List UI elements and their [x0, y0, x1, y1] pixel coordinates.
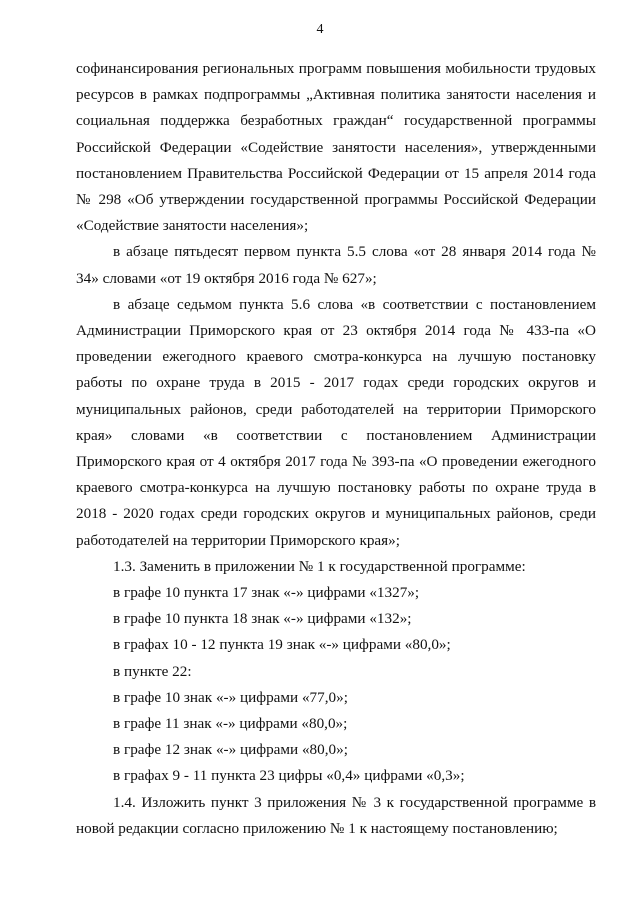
- paragraph-cofinancing: софинансирования региональных программ повышения мобильности трудовых ресурсов в рамках подпрограммы „Активная политика занятости населения и социальная поддержка безработных граждан“ государственной программы Российской Федерации «Содействие занятости населения», утвержденными постановлением Правительства Российской Федерации от 15 апреля 2014 года № 298 «Об утверждении государственной программы Российской Федерации «Содействие занятости населения»;: [76, 60, 596, 235]
- list-item-17: в графе 10 пункта 17 знак «-» цифрами «1327»;: [113, 584, 420, 602]
- list-item-18: в графе 10 пункта 18 знак «-» цифрами «132»;: [113, 610, 412, 628]
- paragraph-1-3-heading: 1.3. Заменить в приложении № 1 к государственной программе:: [113, 557, 526, 575]
- list-item-23: в графах 9 - 11 пункта 23 цифры «0,4» цифрами «0,3»;: [113, 767, 465, 785]
- list-item-22-col12: в графе 12 знак «-» цифрами «80,0»;: [113, 741, 348, 759]
- paragraph-item-5-6: в абзаце седьмом пункта 5.6 слова «в соответствии с постановлением Администрации Приморского края от 23 октября 2014 года № 433-па «О проведении ежегодного краевого смотра-конкурса на лучшую постановку работы по охране труда в 2015 - 2017 годах среди городских округов и муниципальных районов, среди работодателей на территории Приморского края» словами «в соответствии с постановлением Администрации Приморского края от 4 октября 2017 года № 393-па «О проведении ежегодного краевого смотра-конкурса на лучшую постановку работы по охране труда в 2018 - 2020 годах среди городских округов и муниципальных районов, среди работодателей на территории Приморского края»;: [76, 295, 596, 549]
- list-item-22-col10: в графе 10 знак «-» цифрами «77,0»;: [113, 688, 348, 706]
- list-item-22: в пункте 22:: [113, 662, 192, 680]
- document-body: [76, 56, 596, 842]
- list-item-22-col11: в графе 11 знак «-» цифрами «80,0»;: [113, 715, 348, 733]
- paragraph-1-4: 1.4. Изложить пункт 3 приложения № 3 к государственной программе в новой редакции согласно приложению № 1 к настоящему постановлению;: [76, 793, 596, 837]
- list-item-19: в графах 10 - 12 пункта 19 знак «-» цифрами «80,0»;: [113, 636, 451, 654]
- page-number: 4: [316, 22, 324, 37]
- paragraph-item-5-5: в абзаце пятьдесят первом пункта 5.5 слова «от 28 января 2014 года № 34» словами «от 19 октября 2016 года № 627»;: [76, 243, 596, 287]
